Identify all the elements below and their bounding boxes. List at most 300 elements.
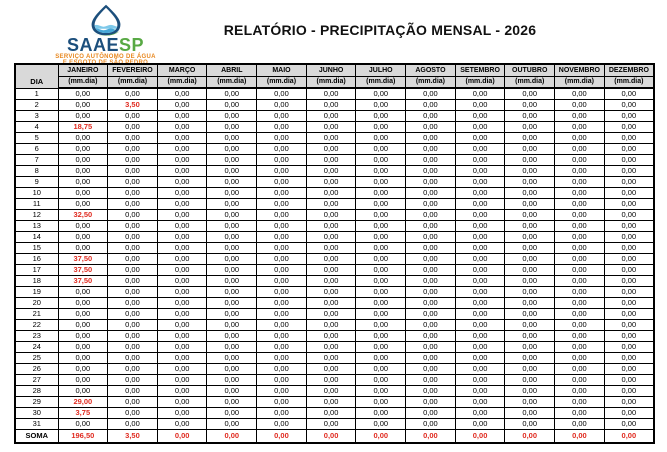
value-cell: 0,00 <box>356 99 406 110</box>
value-cell: 0,00 <box>108 363 158 374</box>
value-cell: 0,00 <box>406 209 456 220</box>
value-cell: 0,00 <box>604 418 654 429</box>
value-cell: 0,00 <box>505 110 555 121</box>
value-cell: 0,00 <box>207 187 257 198</box>
value-cell: 0,00 <box>108 352 158 363</box>
value-cell: 0,00 <box>505 132 555 143</box>
value-cell: 0,00 <box>555 341 605 352</box>
value-cell: 0,00 <box>455 374 505 385</box>
value-cell: 0,00 <box>58 187 108 198</box>
value-cell: 0,00 <box>157 154 207 165</box>
value-cell: 0,00 <box>455 154 505 165</box>
value-cell: 0,00 <box>257 253 307 264</box>
value-cell: 0,00 <box>406 132 456 143</box>
value-cell: 0,00 <box>455 286 505 297</box>
value-cell: 0,00 <box>356 187 406 198</box>
value-cell: 0,00 <box>555 231 605 242</box>
value-cell: 3,75 <box>58 407 108 418</box>
value-cell: 0,00 <box>356 352 406 363</box>
value-cell: 0,00 <box>257 396 307 407</box>
value-cell: 0,00 <box>306 231 356 242</box>
day-cell: 15 <box>15 242 58 253</box>
value-cell: 0,00 <box>406 154 456 165</box>
month-header: NOVEMBRO <box>555 64 605 76</box>
value-cell: 0,00 <box>108 374 158 385</box>
day-cell: 31 <box>15 418 58 429</box>
value-cell: 3,50 <box>108 99 158 110</box>
value-cell: 0,00 <box>455 209 505 220</box>
day-cell: 23 <box>15 330 58 341</box>
value-cell: 0,00 <box>406 88 456 99</box>
value-cell: 0,00 <box>505 407 555 418</box>
value-cell: 0,00 <box>455 319 505 330</box>
value-cell: 0,00 <box>455 308 505 319</box>
soma-row <box>15 429 654 443</box>
value-cell: 0,00 <box>207 330 257 341</box>
value-cell: 0,00 <box>207 176 257 187</box>
value-cell: 0,00 <box>356 242 406 253</box>
value-cell: 0,00 <box>505 253 555 264</box>
value-cell: 0,00 <box>108 308 158 319</box>
value-cell: 0,00 <box>257 374 307 385</box>
value-cell: 0,00 <box>157 286 207 297</box>
value-cell: 0,00 <box>108 330 158 341</box>
value-cell: 0,00 <box>455 176 505 187</box>
soma-value-cell: 0,00 <box>555 429 605 443</box>
value-cell: 0,00 <box>604 154 654 165</box>
value-cell: 0,00 <box>505 143 555 154</box>
value-cell: 0,00 <box>455 418 505 429</box>
value-cell: 0,00 <box>356 165 406 176</box>
value-cell: 0,00 <box>406 374 456 385</box>
value-cell: 0,00 <box>58 385 108 396</box>
value-cell: 0,00 <box>306 110 356 121</box>
value-cell: 0,00 <box>207 418 257 429</box>
value-cell: 0,00 <box>555 264 605 275</box>
table-row <box>15 242 654 253</box>
value-cell: 0,00 <box>257 220 307 231</box>
value-cell: 0,00 <box>58 374 108 385</box>
value-cell: 0,00 <box>555 242 605 253</box>
value-cell: 0,00 <box>157 220 207 231</box>
value-cell: 0,00 <box>604 308 654 319</box>
value-cell: 0,00 <box>604 231 654 242</box>
value-cell: 0,00 <box>604 198 654 209</box>
value-cell: 0,00 <box>58 319 108 330</box>
value-cell: 0,00 <box>306 143 356 154</box>
table-row <box>15 374 654 385</box>
value-cell: 0,00 <box>505 308 555 319</box>
saaesp-logo <box>48 4 163 67</box>
unit-header: (mm.dia) <box>604 76 654 88</box>
value-cell: 0,00 <box>306 275 356 286</box>
value-cell: 0,00 <box>356 132 406 143</box>
value-cell: 0,00 <box>306 396 356 407</box>
value-cell: 0,00 <box>157 308 207 319</box>
soma-value-cell: 0,00 <box>406 429 456 443</box>
value-cell: 0,00 <box>157 275 207 286</box>
day-cell: 3 <box>15 110 58 121</box>
soma-value-cell: 196,50 <box>58 429 108 443</box>
value-cell: 0,00 <box>58 330 108 341</box>
value-cell: 0,00 <box>555 143 605 154</box>
day-cell: 20 <box>15 297 58 308</box>
logo-text-sp: SP <box>119 35 145 55</box>
value-cell: 37,50 <box>58 253 108 264</box>
value-cell: 0,00 <box>505 264 555 275</box>
value-cell: 0,00 <box>505 176 555 187</box>
day-cell: 12 <box>15 209 58 220</box>
day-cell: 6 <box>15 143 58 154</box>
value-cell: 0,00 <box>157 319 207 330</box>
value-cell: 0,00 <box>406 187 456 198</box>
value-cell: 0,00 <box>356 264 406 275</box>
value-cell: 0,00 <box>455 341 505 352</box>
value-cell: 0,00 <box>455 242 505 253</box>
unit-header: (mm.dia) <box>356 76 406 88</box>
value-cell: 0,00 <box>306 319 356 330</box>
value-cell: 0,00 <box>555 286 605 297</box>
value-cell: 0,00 <box>455 143 505 154</box>
value-cell: 0,00 <box>257 286 307 297</box>
value-cell: 0,00 <box>207 143 257 154</box>
value-cell: 0,00 <box>157 198 207 209</box>
table-row <box>15 275 654 286</box>
value-cell: 0,00 <box>604 286 654 297</box>
value-cell: 0,00 <box>555 209 605 220</box>
unit-header: (mm.dia) <box>157 76 207 88</box>
value-cell: 0,00 <box>455 330 505 341</box>
value-cell: 0,00 <box>306 341 356 352</box>
value-cell: 0,00 <box>58 88 108 99</box>
value-cell: 0,00 <box>555 154 605 165</box>
value-cell: 0,00 <box>157 253 207 264</box>
value-cell: 0,00 <box>58 352 108 363</box>
value-cell: 0,00 <box>604 374 654 385</box>
month-header: MARÇO <box>157 64 207 76</box>
soma-value-cell: 0,00 <box>455 429 505 443</box>
value-cell: 0,00 <box>108 253 158 264</box>
value-cell: 0,00 <box>356 297 406 308</box>
day-cell: 9 <box>15 176 58 187</box>
water-drop-icon <box>88 4 124 38</box>
value-cell: 0,00 <box>356 286 406 297</box>
value-cell: 0,00 <box>207 286 257 297</box>
value-cell: 0,00 <box>604 253 654 264</box>
day-column-header: DIA <box>15 64 58 88</box>
value-cell: 0,00 <box>257 209 307 220</box>
value-cell: 0,00 <box>157 121 207 132</box>
value-cell: 0,00 <box>505 319 555 330</box>
value-cell: 0,00 <box>505 363 555 374</box>
month-header: FEVEREIRO <box>108 64 158 76</box>
soma-value-cell: 0,00 <box>505 429 555 443</box>
value-cell: 0,00 <box>406 341 456 352</box>
value-cell: 0,00 <box>108 154 158 165</box>
value-cell: 0,00 <box>157 341 207 352</box>
value-cell: 0,00 <box>455 385 505 396</box>
value-cell: 0,00 <box>257 363 307 374</box>
value-cell: 0,00 <box>207 165 257 176</box>
value-cell: 0,00 <box>207 341 257 352</box>
value-cell: 0,00 <box>406 110 456 121</box>
month-header-row <box>15 64 654 76</box>
value-cell: 0,00 <box>257 154 307 165</box>
value-cell: 0,00 <box>108 319 158 330</box>
value-cell: 0,00 <box>505 231 555 242</box>
table-row <box>15 132 654 143</box>
month-header: OUTUBRO <box>505 64 555 76</box>
value-cell: 0,00 <box>356 407 406 418</box>
value-cell: 0,00 <box>108 297 158 308</box>
value-cell: 0,00 <box>356 176 406 187</box>
value-cell: 0,00 <box>356 220 406 231</box>
value-cell: 0,00 <box>356 253 406 264</box>
value-cell: 0,00 <box>257 132 307 143</box>
value-cell: 0,00 <box>257 198 307 209</box>
value-cell: 0,00 <box>505 297 555 308</box>
value-cell: 0,00 <box>108 198 158 209</box>
value-cell: 0,00 <box>306 297 356 308</box>
value-cell: 0,00 <box>257 275 307 286</box>
value-cell: 0,00 <box>306 374 356 385</box>
value-cell: 0,00 <box>406 176 456 187</box>
value-cell: 0,00 <box>505 88 555 99</box>
value-cell: 0,00 <box>108 242 158 253</box>
value-cell: 0,00 <box>555 374 605 385</box>
value-cell: 0,00 <box>455 297 505 308</box>
value-cell: 0,00 <box>455 110 505 121</box>
day-cell: 13 <box>15 220 58 231</box>
month-header: SETEMBRO <box>455 64 505 76</box>
value-cell: 0,00 <box>157 352 207 363</box>
value-cell: 0,00 <box>58 363 108 374</box>
value-cell: 0,00 <box>207 407 257 418</box>
value-cell: 0,00 <box>406 330 456 341</box>
value-cell: 0,00 <box>604 242 654 253</box>
value-cell: 0,00 <box>604 176 654 187</box>
value-cell: 0,00 <box>257 297 307 308</box>
value-cell: 0,00 <box>406 396 456 407</box>
value-cell: 0,00 <box>356 121 406 132</box>
table-row <box>15 407 654 418</box>
value-cell: 0,00 <box>207 363 257 374</box>
soma-value-cell: 0,00 <box>306 429 356 443</box>
day-cell: 27 <box>15 374 58 385</box>
value-cell: 0,00 <box>604 209 654 220</box>
day-cell: 10 <box>15 187 58 198</box>
value-cell: 0,00 <box>306 286 356 297</box>
value-cell: 0,00 <box>406 264 456 275</box>
value-cell: 0,00 <box>455 275 505 286</box>
month-header: MAIO <box>257 64 307 76</box>
value-cell: 0,00 <box>257 165 307 176</box>
value-cell: 0,00 <box>455 88 505 99</box>
value-cell: 0,00 <box>455 165 505 176</box>
value-cell: 0,00 <box>207 242 257 253</box>
value-cell: 37,50 <box>58 275 108 286</box>
value-cell: 0,00 <box>406 385 456 396</box>
value-cell: 0,00 <box>455 407 505 418</box>
value-cell: 0,00 <box>555 308 605 319</box>
value-cell: 0,00 <box>604 396 654 407</box>
value-cell: 0,00 <box>555 396 605 407</box>
logo-text-saae: SAAE <box>66 35 119 55</box>
value-cell: 0,00 <box>108 209 158 220</box>
value-cell: 0,00 <box>604 220 654 231</box>
value-cell: 0,00 <box>257 319 307 330</box>
soma-value-cell: 3,50 <box>108 429 158 443</box>
value-cell: 0,00 <box>257 88 307 99</box>
day-cell: 25 <box>15 352 58 363</box>
value-cell: 0,00 <box>207 220 257 231</box>
value-cell: 0,00 <box>108 264 158 275</box>
value-cell: 0,00 <box>505 154 555 165</box>
value-cell: 0,00 <box>207 264 257 275</box>
value-cell: 0,00 <box>257 187 307 198</box>
value-cell: 0,00 <box>555 385 605 396</box>
value-cell: 0,00 <box>157 385 207 396</box>
table-row <box>15 143 654 154</box>
value-cell: 0,00 <box>157 165 207 176</box>
value-cell: 0,00 <box>406 308 456 319</box>
unit-header: (mm.dia) <box>257 76 307 88</box>
value-cell: 0,00 <box>555 165 605 176</box>
unit-header: (mm.dia) <box>455 76 505 88</box>
value-cell: 0,00 <box>58 418 108 429</box>
value-cell: 0,00 <box>455 187 505 198</box>
day-cell: 5 <box>15 132 58 143</box>
value-cell: 0,00 <box>207 297 257 308</box>
unit-header: (mm.dia) <box>306 76 356 88</box>
value-cell: 0,00 <box>356 231 406 242</box>
value-cell: 0,00 <box>306 198 356 209</box>
value-cell: 0,00 <box>505 242 555 253</box>
value-cell: 0,00 <box>257 407 307 418</box>
value-cell: 0,00 <box>108 110 158 121</box>
day-cell: 2 <box>15 99 58 110</box>
value-cell: 0,00 <box>306 253 356 264</box>
value-cell: 0,00 <box>306 99 356 110</box>
value-cell: 0,00 <box>505 330 555 341</box>
value-cell: 0,00 <box>505 187 555 198</box>
value-cell: 0,00 <box>157 374 207 385</box>
value-cell: 0,00 <box>604 121 654 132</box>
value-cell: 0,00 <box>257 231 307 242</box>
value-cell: 0,00 <box>356 341 406 352</box>
value-cell: 0,00 <box>356 88 406 99</box>
table-row <box>15 264 654 275</box>
value-cell: 0,00 <box>604 88 654 99</box>
value-cell: 0,00 <box>207 352 257 363</box>
value-cell: 0,00 <box>157 110 207 121</box>
report-title: RELATÓRIO - PRECIPITAÇÃO MENSAL - 2026 <box>223 22 537 38</box>
value-cell: 0,00 <box>356 396 406 407</box>
table-row <box>15 330 654 341</box>
precipitation-table <box>14 63 655 444</box>
day-cell: 18 <box>15 275 58 286</box>
day-cell: 28 <box>15 385 58 396</box>
value-cell: 0,00 <box>505 198 555 209</box>
day-cell: 22 <box>15 319 58 330</box>
value-cell: 0,00 <box>306 132 356 143</box>
table-row <box>15 308 654 319</box>
table-row <box>15 253 654 264</box>
value-cell: 0,00 <box>406 418 456 429</box>
table-row <box>15 396 654 407</box>
value-cell: 0,00 <box>604 363 654 374</box>
value-cell: 0,00 <box>207 385 257 396</box>
logo-subtitle-line1: SERVIÇO AUTÔNOMO DE ÁGUA <box>55 54 156 60</box>
value-cell: 0,00 <box>555 363 605 374</box>
value-cell: 0,00 <box>108 132 158 143</box>
day-cell: 1 <box>15 88 58 99</box>
value-cell: 0,00 <box>108 220 158 231</box>
value-cell: 0,00 <box>306 363 356 374</box>
value-cell: 0,00 <box>257 121 307 132</box>
table-row <box>15 99 654 110</box>
table-row <box>15 220 654 231</box>
value-cell: 0,00 <box>306 330 356 341</box>
value-cell: 0,00 <box>108 88 158 99</box>
value-cell: 0,00 <box>356 209 406 220</box>
value-cell: 0,00 <box>555 187 605 198</box>
value-cell: 0,00 <box>108 231 158 242</box>
month-header: ABRIL <box>207 64 257 76</box>
value-cell: 0,00 <box>257 264 307 275</box>
value-cell: 0,00 <box>108 407 158 418</box>
value-cell: 0,00 <box>257 143 307 154</box>
value-cell: 32,50 <box>58 209 108 220</box>
value-cell: 0,00 <box>555 110 605 121</box>
value-cell: 0,00 <box>505 374 555 385</box>
month-header: JUNHO <box>306 64 356 76</box>
value-cell: 0,00 <box>356 154 406 165</box>
value-cell: 0,00 <box>604 132 654 143</box>
month-header: AGOSTO <box>406 64 456 76</box>
value-cell: 0,00 <box>108 176 158 187</box>
value-cell: 0,00 <box>455 352 505 363</box>
unit-header: (mm.dia) <box>505 76 555 88</box>
value-cell: 0,00 <box>406 143 456 154</box>
value-cell: 0,00 <box>406 275 456 286</box>
table-row <box>15 363 654 374</box>
value-cell: 0,00 <box>505 418 555 429</box>
value-cell: 0,00 <box>108 341 158 352</box>
table-row <box>15 231 654 242</box>
value-cell: 0,00 <box>406 407 456 418</box>
value-cell: 0,00 <box>157 264 207 275</box>
value-cell: 0,00 <box>58 110 108 121</box>
month-header: JANEIRO <box>58 64 108 76</box>
value-cell: 0,00 <box>555 198 605 209</box>
table-row <box>15 297 654 308</box>
day-cell: 17 <box>15 264 58 275</box>
value-cell: 0,00 <box>108 275 158 286</box>
value-cell: 0,00 <box>555 220 605 231</box>
value-cell: 0,00 <box>455 132 505 143</box>
value-cell: 0,00 <box>306 242 356 253</box>
value-cell: 0,00 <box>604 297 654 308</box>
value-cell: 0,00 <box>257 242 307 253</box>
value-cell: 0,00 <box>356 143 406 154</box>
logo-wordmark <box>48 36 163 54</box>
table-row <box>15 418 654 429</box>
value-cell: 0,00 <box>207 209 257 220</box>
value-cell: 0,00 <box>207 132 257 143</box>
value-cell: 0,00 <box>157 99 207 110</box>
value-cell: 0,00 <box>108 396 158 407</box>
